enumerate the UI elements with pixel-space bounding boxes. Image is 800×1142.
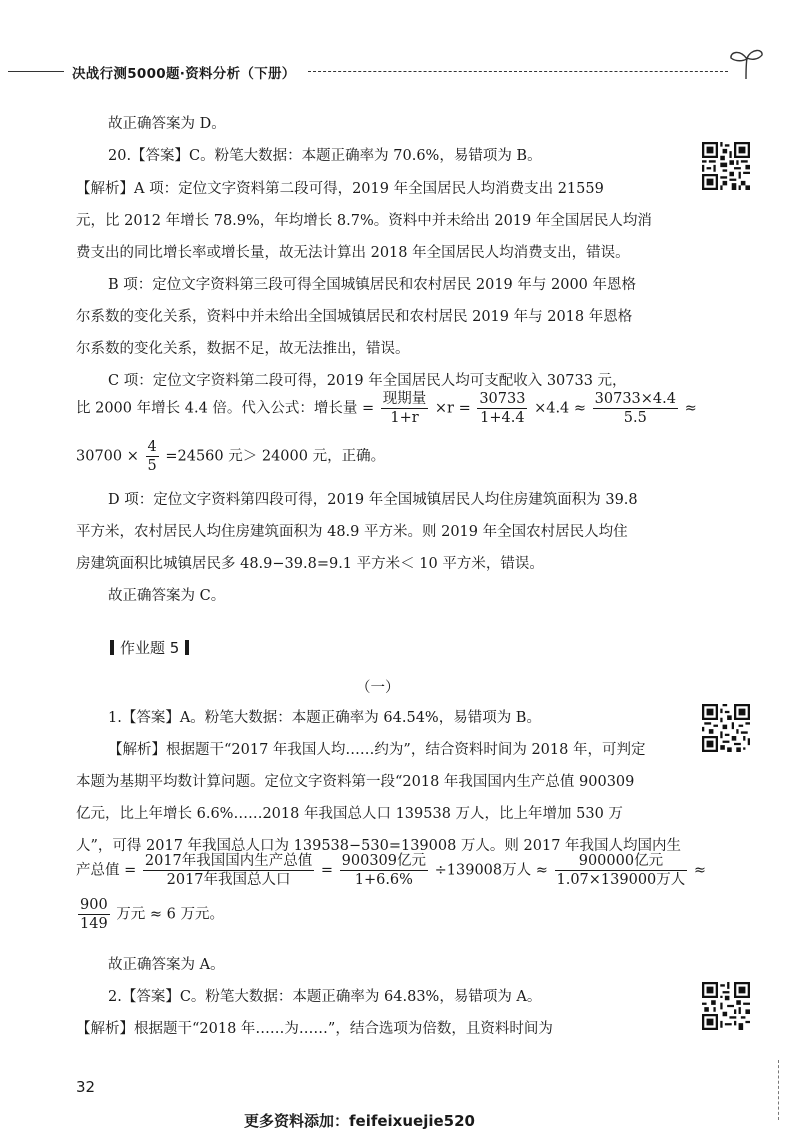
- header-rule-right: [308, 71, 728, 72]
- page-edge-divider: [778, 1060, 780, 1120]
- denominator: 5.5: [623, 410, 647, 426]
- text-span: ÷139008万人 ≈: [434, 862, 548, 879]
- numerator: 900309亿元: [341, 853, 427, 869]
- denominator: 149: [80, 916, 108, 932]
- fraction: [340, 852, 428, 889]
- numerator: 2017年我国国内生产总值: [144, 853, 313, 869]
- numerator: 现期量: [382, 391, 427, 407]
- text-span: ×r =: [434, 400, 471, 417]
- qr-code-icon[interactable]: [702, 704, 750, 752]
- formula-line: [76, 852, 706, 889]
- analysis-line: 【解析】根据题干“2017 年我国人均……约为”，结合资料时间为 2018 年，可判定: [108, 742, 646, 758]
- text-line: C 项：定位文字资料第二段可得，2019 年全国居民人均可支配收入 30733 元，: [108, 373, 627, 389]
- qr-code-icon[interactable]: [702, 982, 750, 1030]
- qr-code-icon[interactable]: [702, 142, 750, 190]
- header-rule-left: [8, 71, 64, 72]
- book-title: 决战行测5000题·资料分析（下册）: [72, 66, 296, 82]
- text-line: 元，比 2012 年增长 78.9%，年均增长 8.7%。资料中并未给出 2019 年全国居民人均消: [76, 213, 652, 229]
- numerator: 30733×4.4: [594, 391, 676, 407]
- denominator: 1.07×139000万人: [556, 872, 686, 888]
- subsection-label: （一）: [356, 680, 400, 696]
- text-span: ≈: [684, 400, 697, 417]
- fraction: [593, 390, 678, 427]
- analysis-line: 【解析】根据题干“2018 年……为……”，结合选项为倍数，且资料时间为: [76, 1021, 553, 1037]
- fraction: [555, 852, 688, 889]
- page-number: 32: [76, 1078, 96, 1096]
- numerator: 30733: [479, 391, 526, 407]
- section-title: 作业题 5: [120, 639, 180, 657]
- text-line: 尔系数的变化关系，数据不足，故无法推出，错误。: [76, 341, 410, 357]
- numerator: 4: [147, 439, 157, 455]
- text-line: 尔系数的变化关系，资料中并未给出全国城镇居民和农村居民 2019 年与 2018 年恩格: [76, 309, 633, 325]
- fraction: [146, 438, 159, 475]
- footer-note: 更多资料添加：feifeixuejie520: [244, 1112, 475, 1130]
- numerator: 900000亿元: [555, 852, 688, 871]
- text-line: 故正确答案为 A。: [108, 957, 225, 973]
- fraction: [381, 390, 429, 427]
- answer-line-q2: 2.【答案】C。粉笔大数据：本题正确率为 64.83%，易错项为 A。: [108, 989, 542, 1005]
- text-line: 本题为基期平均数计算问题。定位文字资料第一段“2018 年我国国内生产总值 900309: [76, 774, 635, 790]
- sprout-icon: [726, 46, 766, 80]
- text-span: =: [320, 862, 334, 879]
- heading-bar: [110, 640, 114, 655]
- text-span: 产总值 =: [76, 862, 137, 879]
- heading-bar: [185, 640, 189, 655]
- text-line: 平方米，农村居民人均住房建筑面积为 48.9 平方米。则 2019 年全国农村居民人均住: [76, 524, 628, 540]
- text-line: 房建筑面积比城镇居民多 48.9−39.8=9.1 平方米＜ 10 平方米，错误。: [76, 556, 544, 572]
- fraction: [143, 852, 314, 889]
- formula-line: [76, 390, 697, 427]
- section-heading: [104, 637, 195, 658]
- running-header: [0, 60, 800, 84]
- text-line: 亿元，比上年增长 6.6%……2018 年我国总人口 139538 万人，比上年增加 530 万: [76, 806, 623, 822]
- text-span: 比 2000 年增长 4.4 倍。代入公式：增长量 =: [76, 400, 375, 417]
- denominator: 2017年我国总人口: [166, 872, 291, 888]
- fraction: [78, 896, 110, 933]
- text-line: 费支出的同比增长率或增长量，故无法计算出 2018 年全国居民人均消费支出，错误。: [76, 245, 630, 261]
- formula-line: [76, 438, 385, 475]
- text-line: 故正确答案为 C。: [108, 588, 226, 604]
- text-span: ≈: [693, 862, 707, 879]
- formula-line: [76, 896, 224, 933]
- text-line: 故正确答案为 D。: [108, 116, 226, 132]
- text-line: 人”，可得 2017 年我国总人口为 139538−530=139008 万人。则 2017 年我国人均国内生: [76, 838, 682, 854]
- denominator: 1+4.4: [480, 410, 525, 426]
- text-line: B 项：定位文字资料第三段可得全国城镇居民和农村居民 2019 年与 2000 年恩格: [108, 277, 637, 293]
- answer-line-q20: 20.【答案】C。粉笔大数据：本题正确率为 70.6%，易错项为 B。: [108, 148, 542, 164]
- answer-line-q1: 1.【答案】A。粉笔大数据：本题正确率为 64.54%，易错项为 B。: [108, 710, 541, 726]
- denominator: 5: [147, 458, 157, 474]
- analysis-line: 【解析】A 项：定位文字资料第二段可得，2019 年全国居民人均消费支出 21559: [76, 181, 604, 197]
- denominator: 1+6.6%: [354, 872, 413, 888]
- text-span: =24560 元＞ 24000 元，正确。: [165, 448, 386, 465]
- fraction: [477, 390, 527, 427]
- text-span: ×4.4 ≈: [534, 400, 587, 417]
- text-span: 30700 ×: [76, 448, 139, 465]
- text-line: D 项：定位文字资料第四段可得，2019 年全国城镇居民人均住房建筑面积为 39.8: [108, 492, 638, 508]
- denominator: 1+r: [390, 410, 419, 426]
- text-span: 万元 ≈ 6 万元。: [116, 906, 224, 923]
- numerator: 900: [80, 897, 108, 913]
